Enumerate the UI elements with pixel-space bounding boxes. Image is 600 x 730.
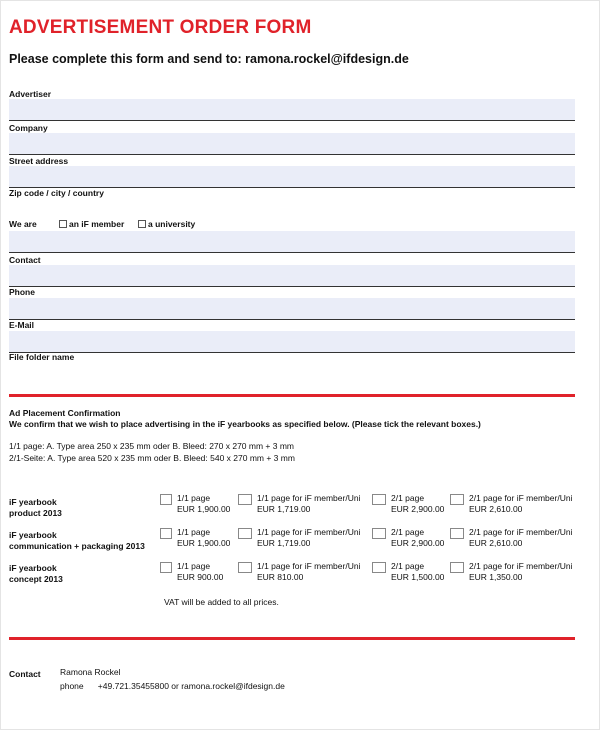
- university-label: a university: [148, 219, 196, 229]
- product-line1: iF yearbook: [9, 563, 57, 573]
- footer-contact-label: Contact: [9, 669, 41, 679]
- zip-label: Zip code / city / country: [9, 188, 104, 198]
- footer-contact-name: Ramona Rockel: [60, 667, 121, 677]
- vat-note: VAT will be added to all prices.: [164, 597, 279, 607]
- product-row-label: [9, 497, 62, 519]
- option-name: 2/1 page: [391, 561, 425, 571]
- option-communication-1-1[interactable]: [160, 527, 230, 549]
- section-divider: [9, 394, 575, 397]
- option-name: 1/1 page for iF member/Uni: [257, 527, 361, 537]
- spec-1-1-page: [9, 441, 294, 451]
- option-product-2-1[interactable]: [372, 493, 444, 515]
- spec-2-1-page: [9, 453, 295, 463]
- if-member-checkbox[interactable]: [59, 220, 67, 228]
- street-label: Street address: [9, 156, 69, 166]
- option-concept-2-1[interactable]: [372, 561, 444, 583]
- footer-divider: [9, 637, 575, 640]
- option-checkbox[interactable]: [450, 528, 464, 539]
- option-name: 1/1 page: [177, 493, 211, 503]
- email-input[interactable]: [9, 331, 575, 353]
- option-name: 1/1 page for iF member/Uni: [257, 493, 361, 503]
- option-communication-1-1-member[interactable]: [238, 527, 360, 549]
- university-option[interactable]: [138, 219, 195, 229]
- option-checkbox[interactable]: [450, 562, 464, 573]
- option-checkbox[interactable]: [238, 494, 252, 505]
- spec-2-1-text: 2/1-Seite: A. Type area 520 x 235 mm oder B. Bleed: 540 x 270 mm + 3 mm: [9, 453, 295, 463]
- option-price: EUR 2,610.00: [469, 504, 523, 514]
- concept-row-label: [9, 563, 63, 585]
- advertiser-label: Advertiser: [9, 89, 52, 99]
- email-label: E-Mail: [9, 320, 35, 330]
- option-name: 2/1 page for iF member/Uni: [469, 561, 573, 571]
- option-price: EUR 810.00: [257, 572, 304, 582]
- product-line2: product 2013: [9, 508, 62, 518]
- option-checkbox[interactable]: [238, 528, 252, 539]
- spec-1-1-text: 1/1 page: A. Type area 250 x 235 mm oder B. Bleed: 270 x 270 mm + 3 mm: [9, 441, 294, 451]
- placement-confirm: We confirm that we wish to place advertising in the iF yearbooks as specified below. (Please tick the relevant boxes.): [9, 419, 481, 429]
- option-checkbox[interactable]: [372, 562, 386, 573]
- phone-input[interactable]: [9, 298, 575, 320]
- form-title: ADVERTISEMENT ORDER FORM: [9, 17, 312, 38]
- advertiser-input[interactable]: [9, 99, 575, 121]
- option-checkbox[interactable]: [238, 562, 252, 573]
- option-price: EUR 1,900.00: [177, 504, 231, 514]
- option-name: 2/1 page for iF member/Uni: [469, 493, 573, 503]
- contact-input[interactable]: [9, 265, 575, 287]
- option-name: 2/1 page for iF member/Uni: [469, 527, 573, 537]
- company-label: Company: [9, 123, 48, 133]
- option-price: EUR 1,900.00: [177, 538, 231, 548]
- option-price: EUR 2,900.00: [391, 504, 445, 514]
- option-price: EUR 900.00: [177, 572, 224, 582]
- option-checkbox[interactable]: [372, 494, 386, 505]
- option-checkbox[interactable]: [372, 528, 386, 539]
- option-name: 1/1 page: [177, 561, 211, 571]
- option-name: 2/1 page: [391, 527, 425, 537]
- option-concept-2-1-member[interactable]: [450, 561, 572, 583]
- option-price: EUR 1,719.00: [257, 504, 311, 514]
- form-subtitle: Please complete this form and send to: ramona.rockel@ifdesign.de: [9, 52, 409, 66]
- option-product-1-1[interactable]: [160, 493, 230, 515]
- option-checkbox[interactable]: [160, 494, 172, 505]
- option-concept-1-1-member[interactable]: [238, 561, 360, 583]
- option-checkbox[interactable]: [450, 494, 464, 505]
- product-line2: communication + packaging 2013: [9, 541, 145, 551]
- product-line1: iF yearbook: [9, 530, 57, 540]
- we-are-input[interactable]: [9, 231, 575, 253]
- option-checkbox[interactable]: [160, 562, 172, 573]
- option-price: EUR 2,900.00: [391, 538, 445, 548]
- phone-label: Phone: [9, 287, 35, 297]
- company-input[interactable]: [9, 133, 575, 155]
- contact-field-label: Contact: [9, 255, 41, 265]
- if-member-option[interactable]: [59, 219, 124, 229]
- option-communication-2-1[interactable]: [372, 527, 444, 549]
- communication-row-label: [9, 530, 145, 552]
- product-line1: iF yearbook: [9, 497, 57, 507]
- option-name: 2/1 page: [391, 493, 425, 503]
- footer-contact-phone: phone +49.721.35455800 or ramona.rockel@ifdesign.de: [60, 681, 285, 691]
- option-checkbox[interactable]: [160, 528, 172, 539]
- option-price: EUR 1,350.00: [469, 572, 523, 582]
- option-name: 1/1 page: [177, 527, 211, 537]
- if-member-label: an iF member: [69, 219, 125, 229]
- option-price: EUR 1,719.00: [257, 538, 311, 548]
- option-communication-2-1-member[interactable]: [450, 527, 572, 549]
- street-input[interactable]: [9, 166, 575, 188]
- file-folder-label: File folder name: [9, 352, 75, 362]
- option-concept-1-1[interactable]: [160, 561, 223, 583]
- option-price: EUR 1,500.00: [391, 572, 445, 582]
- university-checkbox[interactable]: [138, 220, 146, 228]
- placement-heading: Ad Placement Confirmation: [9, 408, 121, 418]
- product-line2: concept 2013: [9, 574, 63, 584]
- option-price: EUR 2,610.00: [469, 538, 523, 548]
- option-product-2-1-member[interactable]: [450, 493, 572, 515]
- option-product-1-1-member[interactable]: [238, 493, 360, 515]
- option-name: 1/1 page for iF member/Uni: [257, 561, 361, 571]
- we-are-label: We are: [9, 219, 37, 229]
